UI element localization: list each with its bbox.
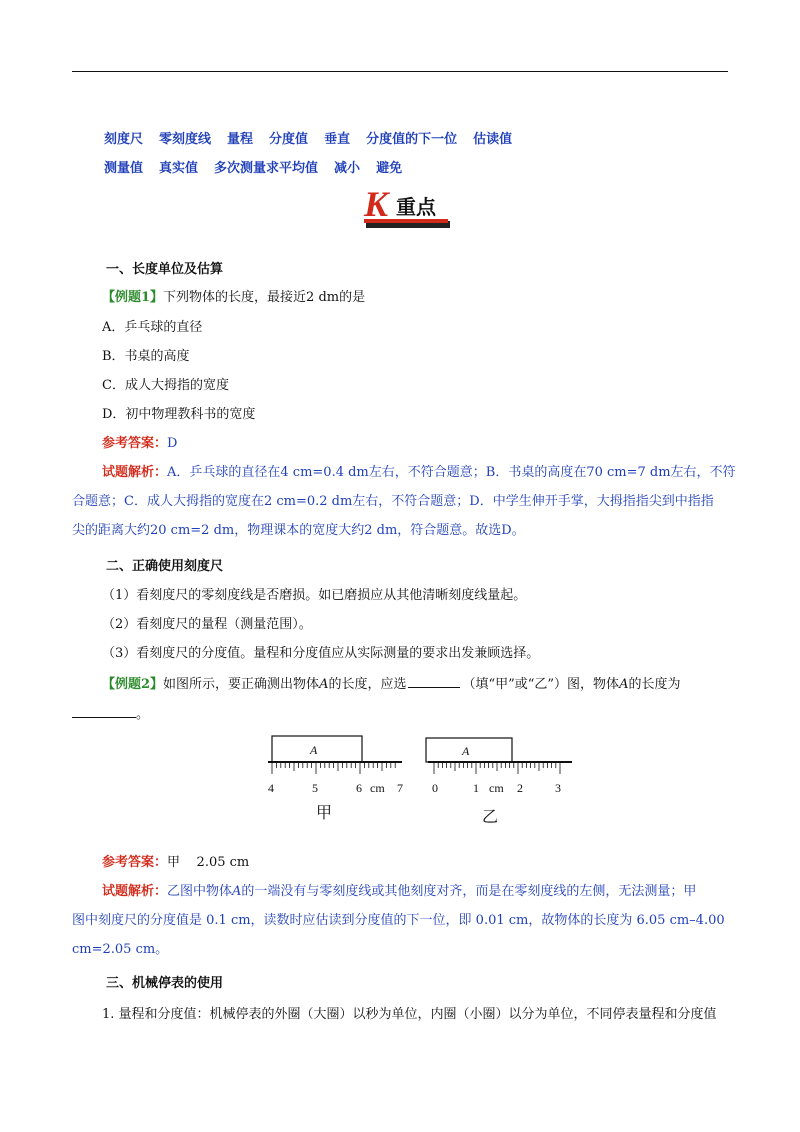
tick-label: 2 <box>517 781 523 795</box>
keyword: 分度值 <box>269 132 309 147</box>
object-label: A <box>232 884 242 899</box>
analysis-line <box>102 461 736 480</box>
question-text: （填“甲”或“乙”）图，物体 <box>462 677 620 692</box>
answer-blank <box>72 706 136 718</box>
option: D．初中物理教科书的宽度 <box>102 407 256 422</box>
keyword: 多次测量求平均值 <box>214 161 319 176</box>
rule-item: （2）看刻度尺的量程（测量范围）。 <box>102 617 312 632</box>
section-heading: 三、机械停表的使用 <box>106 976 224 991</box>
analysis-text: A．乒乓球的直径在4 cm=0.4 dm左右，不符合题意；B．书桌的高度在70 cm=7 dm左右，不符 <box>167 465 736 480</box>
keyword: 真实值 <box>159 161 199 176</box>
analysis-label: 试题解析： <box>102 884 168 899</box>
tick-label: 1 <box>473 781 479 795</box>
question-text: 的长度，应选 <box>328 677 407 692</box>
answer-label: 参考答案： <box>102 855 168 870</box>
analysis-line: 合题意；C．成人大拇指的宽度在2 cm=0.2 dm左右，不符合题意；D．中学生伸开手掌，大拇指指尖到中指指 <box>72 494 714 509</box>
tick-label: 5 <box>312 781 318 795</box>
rule-item: （3）看刻度尺的分度值。量程和分度值应从实际测量的要求出发兼顾选择。 <box>102 646 540 661</box>
tick-label: cm <box>489 781 504 795</box>
analysis-line: 尖的距离大约20 cm=2 dm，物理课本的宽度大约2 dm，符合题意。故选D。 <box>72 523 525 538</box>
answer-blank <box>408 676 460 688</box>
answer-value: D <box>167 436 178 451</box>
ruler-jia <box>268 736 403 822</box>
keyword: 垂直 <box>324 132 351 147</box>
ruler-yi <box>426 738 572 826</box>
question-continuation <box>72 703 149 722</box>
tick-label: 7 <box>397 781 403 795</box>
logo-letter: K <box>364 184 389 224</box>
option: C．成人大拇指的宽度 <box>102 378 229 393</box>
analysis-text: 的一端没有与零刻度线或其他刻度对齐，而是在零刻度线的左侧，无法测量；甲 <box>241 884 697 899</box>
option: B．书桌的高度 <box>102 349 190 364</box>
object-label: A <box>462 744 470 758</box>
keyword: 减小 <box>334 161 361 176</box>
keyword: 避免 <box>376 161 403 176</box>
example-tag: 【例题1】 <box>102 290 164 305</box>
analysis-line <box>102 880 696 899</box>
figure-caption: 甲 <box>316 803 333 822</box>
answer <box>102 432 177 451</box>
ruler-figure <box>262 730 582 828</box>
tick-label: 0 <box>432 781 438 795</box>
tick-label: 4 <box>268 781 274 795</box>
tick-label: 6 <box>356 781 362 795</box>
key-points-logo <box>360 180 450 230</box>
figure-caption: 乙 <box>482 807 499 826</box>
analysis-line: cm=2.05 cm。 <box>72 942 169 957</box>
section-heading: 二、正确使用刻度尺 <box>106 559 224 574</box>
body-line: 1. 量程和分度值：机械停表的外圈（大圈）以秒为单位，内圈（小圈）以分为单位，不同停表量程和分度值 <box>102 1007 717 1022</box>
object-label: A <box>619 677 629 692</box>
question-text: 下列物体的长度，最接近2 dm的是 <box>163 290 366 305</box>
question-text: 如图所示，要正确测出物体 <box>163 677 320 692</box>
tick-label: cm <box>370 781 385 795</box>
object-label: A <box>319 677 329 692</box>
analysis-text: 乙图中物体 <box>167 884 233 899</box>
question-text: 的长度为 <box>628 677 681 692</box>
keyword: 估读值 <box>473 132 513 147</box>
keyword: 量程 <box>227 132 254 147</box>
answer-value: 甲 2.05 cm <box>167 855 250 870</box>
option: A．乒乓球的直径 <box>102 320 203 335</box>
keyword-line-2 <box>104 157 418 176</box>
keyword: 分度值的下一位 <box>366 132 458 147</box>
keyword-line-1 <box>104 128 528 147</box>
keyword: 测量值 <box>104 161 144 176</box>
rule-item: （1）看刻度尺的零刻度线是否磨损。如已磨损应从其他清晰刻度线量起。 <box>102 588 527 603</box>
answer-label: 参考答案： <box>102 436 168 451</box>
example-question <box>102 286 365 305</box>
section-heading: 一、长度单位及估算 <box>106 262 224 277</box>
example-question <box>102 673 680 692</box>
answer <box>102 851 249 870</box>
keyword: 零刻度线 <box>159 132 212 147</box>
keyword: 刻度尺 <box>104 132 144 147</box>
analysis-line: 图中刻度尺的分度值是 0.1 cm，读数时应估读到分度值的下一位，即 0.01 cm，故物体的长度为 6.05 cm–4.00 <box>72 913 725 928</box>
question-text: 。 <box>136 707 150 722</box>
object-label: A <box>310 743 318 757</box>
analysis-label: 试题解析： <box>102 465 168 480</box>
example-tag: 【例题2】 <box>102 677 164 692</box>
tick-label: 3 <box>555 781 561 795</box>
logo-text: 重点 <box>396 195 436 219</box>
header-rule <box>72 71 728 72</box>
